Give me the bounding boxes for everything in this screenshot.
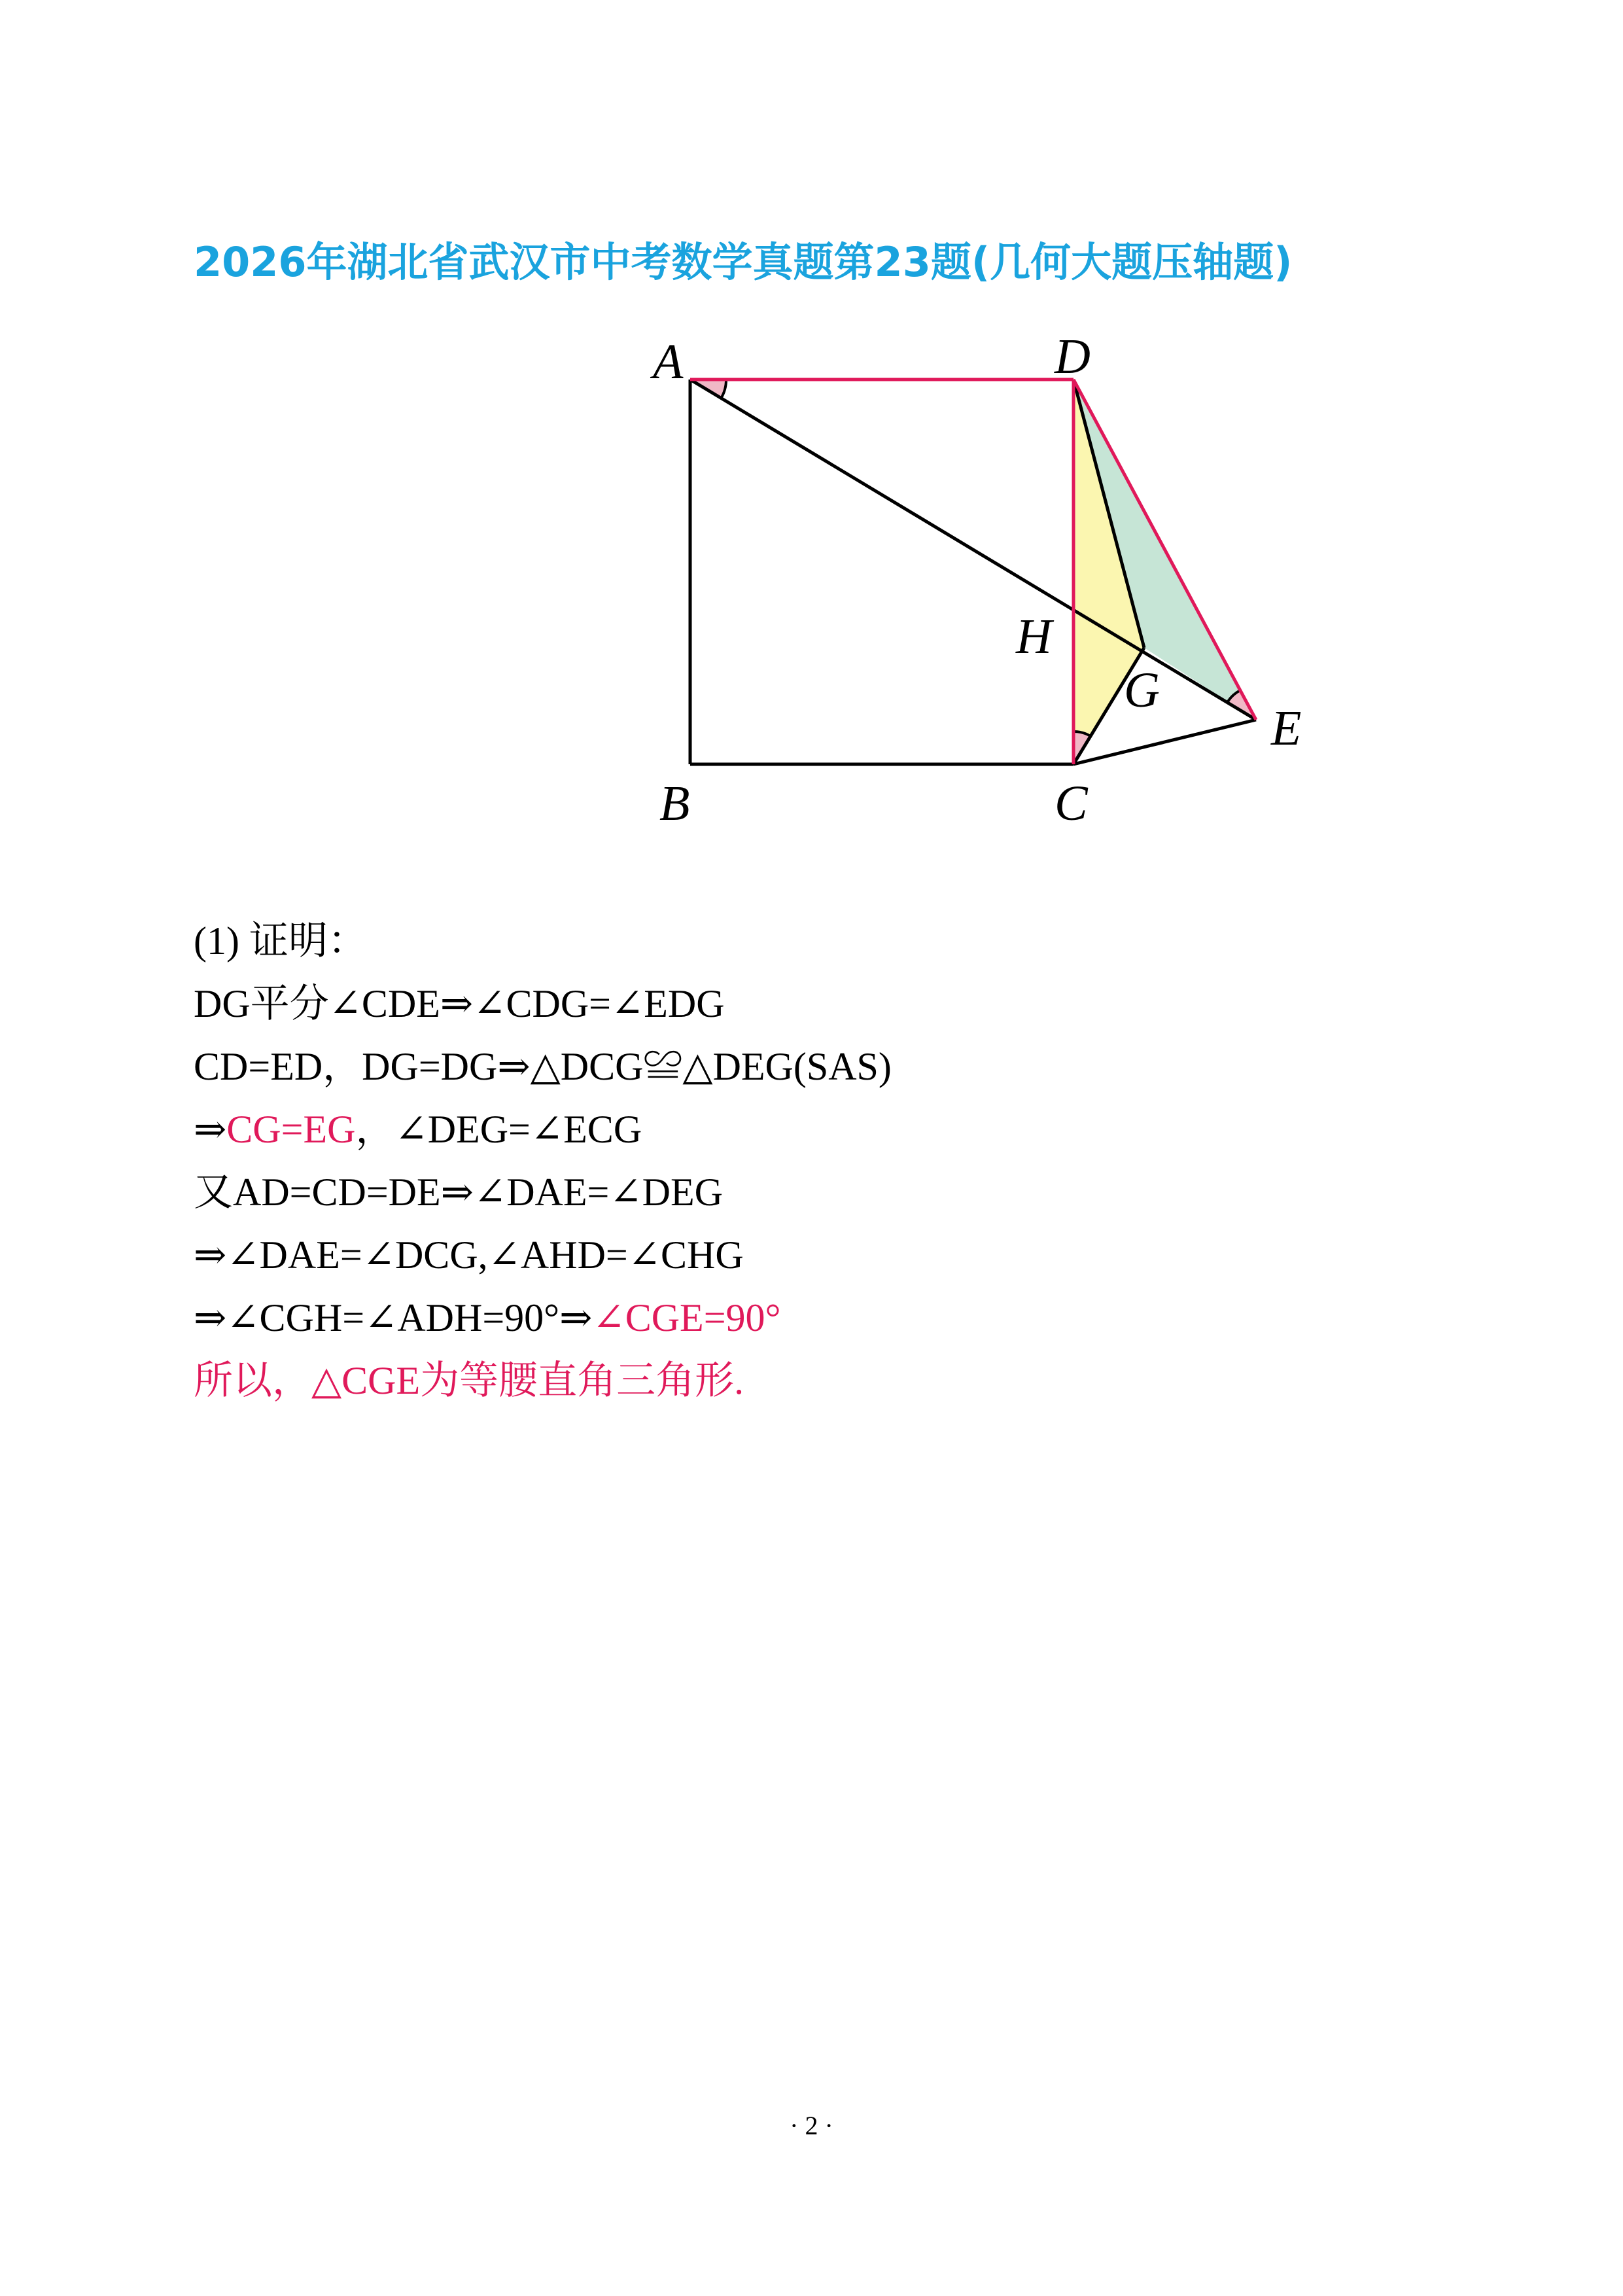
proof-text <box>194 910 1502 1412</box>
page-number: · 2 · <box>790 2111 833 2140</box>
label-g: G <box>1124 663 1160 718</box>
proof-line-7: ⇒∠CGH=∠ADH=90°⇒∠CGE=90° <box>194 1296 781 1339</box>
edge-ce <box>1073 720 1256 764</box>
proof-line-5: 又AD=CD=DE⇒∠DAE=∠DEG <box>194 1171 723 1214</box>
label-c: C <box>1055 776 1088 831</box>
proof-line-1: (1) 证明： <box>194 919 367 963</box>
proof-line-6: ⇒∠DAE=∠DCG,∠AHD=∠CHG <box>194 1233 744 1277</box>
proof-line-2: DG平分∠CDE⇒∠CDG=∠EDG <box>194 982 725 1025</box>
label-b: B <box>659 776 690 831</box>
proof-line-3: CD=ED，DG=DG⇒△DCG≌△DEG(SAS) <box>194 1045 892 1088</box>
label-h: H <box>1016 609 1052 664</box>
geometry-figure <box>0 0 1623 916</box>
proof-red-cg-eg: CG=EG <box>226 1108 356 1151</box>
proof-line-4: ⇒CG=EG，∠DEG=∠ECG <box>194 1108 642 1151</box>
label-d: D <box>1055 329 1091 384</box>
proof-red-cge-90: ∠CGE=90° <box>592 1296 781 1339</box>
label-a: A <box>653 334 684 389</box>
page-title: 2026年湖北省武汉市中考数学真题第23题(几何大题压轴题) <box>194 238 1293 286</box>
proof-conclusion: 所以，△CGE为等腰直角三角形. <box>194 1359 744 1402</box>
edge-ae <box>690 380 1256 720</box>
label-e: E <box>1271 701 1302 756</box>
